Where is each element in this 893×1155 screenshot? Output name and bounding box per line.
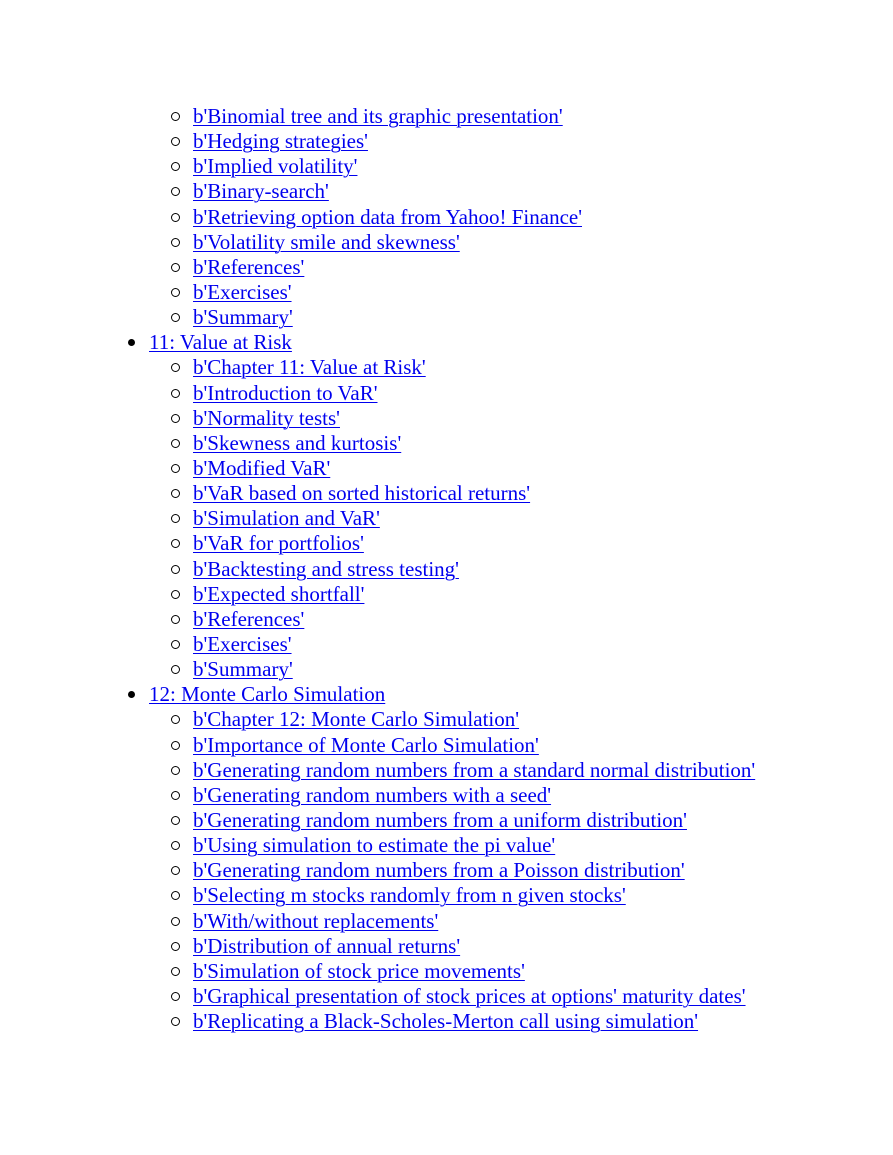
list-item (0, 305, 893, 330)
toc-link[interactable]: b'Modified VaR' (193, 455, 331, 480)
list-item (0, 154, 893, 179)
list-item (0, 431, 893, 456)
list-item (0, 205, 893, 230)
toc-link[interactable]: b'Skewness and kurtosis' (193, 430, 402, 455)
hollow-bullet-icon (171, 640, 180, 649)
hollow-bullet-icon (171, 112, 180, 121)
hollow-bullet-icon (171, 238, 180, 247)
toc-link[interactable]: b'References' (193, 254, 305, 279)
hollow-bullet-icon (171, 917, 180, 926)
toc-link[interactable]: b'Implied volatility' (193, 154, 358, 179)
toc-link[interactable]: b'Binary-search' (193, 179, 329, 204)
toc-link[interactable]: b'VaR based on sorted historical returns' (193, 481, 531, 506)
hollow-bullet-icon (171, 967, 180, 976)
toc-link[interactable]: b'Retrieving option data from Yahoo! Finance' (193, 204, 583, 229)
toc-link[interactable]: b'Backtesting and stress testing' (193, 556, 459, 581)
toc-link[interactable]: b'Exercises' (193, 631, 292, 656)
list-item (0, 632, 893, 657)
toc-link[interactable]: b'Hedging strategies' (193, 129, 368, 154)
hollow-bullet-icon (171, 389, 180, 398)
hollow-bullet-icon (171, 162, 180, 171)
chapter-item (0, 330, 893, 355)
solid-bullet-icon (128, 691, 135, 698)
toc-link[interactable]: b'VaR for portfolios' (193, 531, 364, 556)
toc-link[interactable]: b'References' (193, 606, 305, 631)
toc-list (0, 104, 893, 1034)
hollow-bullet-icon (171, 791, 180, 800)
toc-link[interactable]: b'Using simulation to estimate the pi value' (193, 833, 556, 858)
toc-link[interactable]: b'Summary' (193, 657, 293, 682)
list-item (0, 104, 893, 129)
toc-link[interactable]: b'Volatility smile and skewness' (193, 229, 460, 254)
list-item (0, 456, 893, 481)
list-item (0, 783, 893, 808)
hollow-bullet-icon (171, 565, 180, 574)
toc-link[interactable]: b'Summary' (193, 305, 293, 330)
toc-link[interactable]: b'Chapter 12: Monte Carlo Simulation' (193, 707, 520, 732)
list-item (0, 959, 893, 984)
toc-link[interactable]: b'Distribution of annual returns' (193, 933, 461, 958)
hollow-bullet-icon (171, 1017, 180, 1026)
list-item (0, 406, 893, 431)
hollow-bullet-icon (171, 414, 180, 423)
list-item (0, 557, 893, 582)
toc-link[interactable]: b'Simulation and VaR' (193, 506, 380, 531)
hollow-bullet-icon (171, 992, 180, 1001)
list-item (0, 230, 893, 255)
toc-link[interactable]: b'Generating random numbers from a uniform distribution' (193, 807, 687, 832)
toc-link[interactable]: b'Introduction to VaR' (193, 380, 378, 405)
toc-link[interactable]: b'Binomial tree and its graphic presentation' (193, 104, 563, 128)
hollow-bullet-icon (171, 891, 180, 900)
hollow-bullet-icon (171, 590, 180, 599)
list-item (0, 758, 893, 783)
list-item (0, 355, 893, 380)
toc-link[interactable]: b'Exercises' (193, 279, 292, 304)
hollow-bullet-icon (171, 137, 180, 146)
toc-link[interactable]: b'Normality tests' (193, 405, 340, 430)
hollow-bullet-icon (171, 866, 180, 875)
hollow-bullet-icon (171, 942, 180, 951)
hollow-bullet-icon (171, 439, 180, 448)
toc-link[interactable]: b'Chapter 11: Value at Risk' (193, 355, 426, 380)
toc-link[interactable]: b'Importance of Monte Carlo Simulation' (193, 732, 539, 757)
list-item (0, 481, 893, 506)
list-item (0, 381, 893, 406)
list-item (0, 984, 893, 1009)
hollow-bullet-icon (171, 464, 180, 473)
chapter-link[interactable]: 11: Value at Risk (149, 330, 292, 355)
list-item (0, 582, 893, 607)
list-item (0, 833, 893, 858)
hollow-bullet-icon (171, 263, 180, 272)
toc-link[interactable]: b'Generating random numbers with a seed' (193, 782, 552, 807)
toc-link[interactable]: b'Replicating a Black-Scholes-Merton call using simulation' (193, 1009, 699, 1034)
hollow-bullet-icon (171, 363, 180, 372)
hollow-bullet-icon (171, 741, 180, 750)
hollow-bullet-icon (171, 489, 180, 498)
table-of-contents (0, 104, 893, 1034)
hollow-bullet-icon (171, 615, 180, 624)
list-item (0, 707, 893, 732)
hollow-bullet-icon (171, 715, 180, 724)
hollow-bullet-icon (171, 539, 180, 548)
hollow-bullet-icon (171, 288, 180, 297)
hollow-bullet-icon (171, 187, 180, 196)
list-item (0, 883, 893, 908)
hollow-bullet-icon (171, 213, 180, 222)
list-item (0, 506, 893, 531)
toc-link[interactable]: b'Selecting m stocks randomly from n given stocks' (193, 883, 626, 908)
hollow-bullet-icon (171, 766, 180, 775)
list-item (0, 179, 893, 204)
hollow-bullet-icon (171, 841, 180, 850)
toc-link[interactable]: b'Graphical presentation of stock prices at options' maturity dates' (193, 983, 746, 1008)
hollow-bullet-icon (171, 665, 180, 674)
toc-link[interactable]: b'Expected shortfall' (193, 581, 365, 606)
chapter-link[interactable]: 12: Monte Carlo Simulation (149, 682, 386, 707)
toc-link[interactable]: b'Generating random numbers from a Poisson distribution' (193, 858, 685, 883)
toc-link[interactable]: b'With/without replacements' (193, 908, 439, 933)
list-item (0, 280, 893, 305)
list-item (0, 858, 893, 883)
list-item (0, 733, 893, 758)
list-item (0, 934, 893, 959)
list-item (0, 808, 893, 833)
solid-bullet-icon (128, 339, 135, 346)
toc-link[interactable]: b'Generating random numbers from a standard normal distribution' (193, 757, 756, 782)
hollow-bullet-icon (171, 313, 180, 322)
list-item (0, 255, 893, 280)
toc-link[interactable]: b'Simulation of stock price movements' (193, 958, 525, 983)
hollow-bullet-icon (171, 816, 180, 825)
list-item (0, 1009, 893, 1034)
list-item (0, 607, 893, 632)
list-item (0, 129, 893, 154)
hollow-bullet-icon (171, 514, 180, 523)
list-item (0, 657, 893, 682)
list-item (0, 909, 893, 934)
list-item (0, 531, 893, 556)
chapter-item (0, 682, 893, 707)
